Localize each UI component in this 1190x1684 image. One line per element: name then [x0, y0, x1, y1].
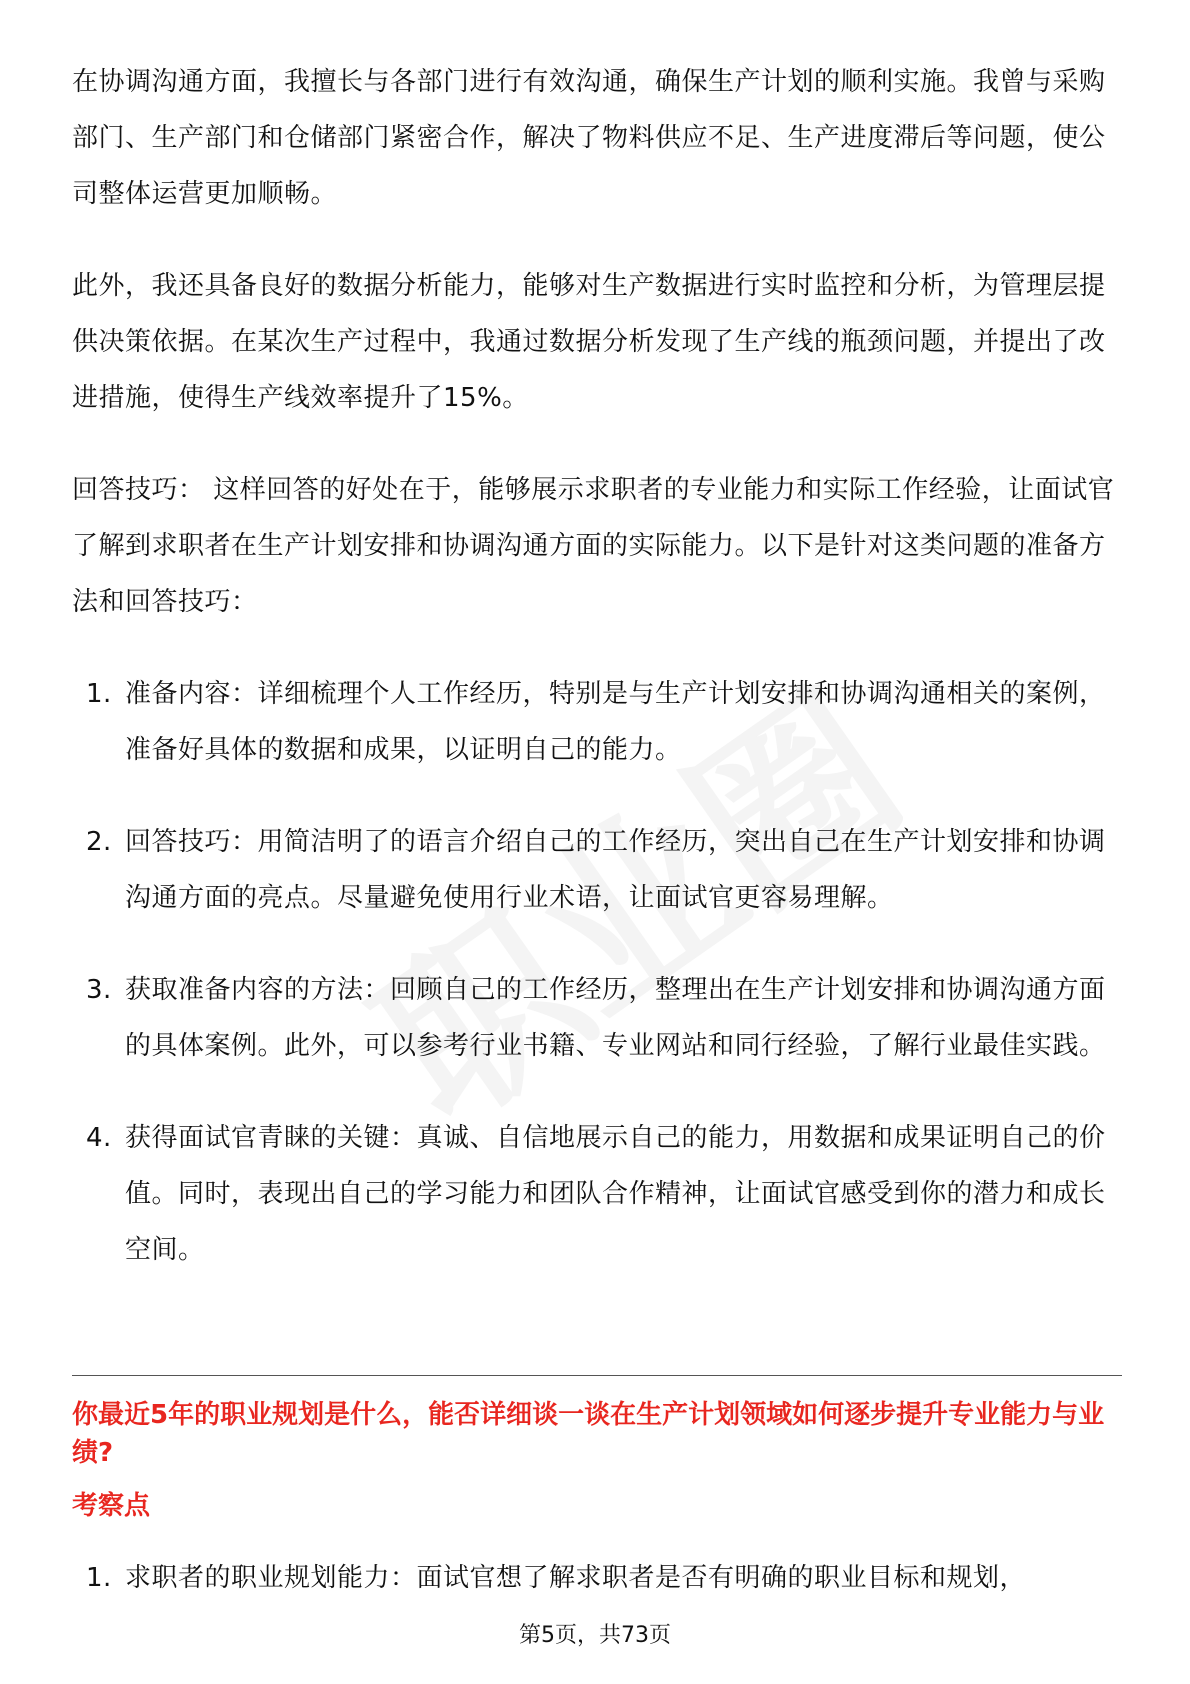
points-list	[72, 1550, 1122, 1606]
list-item	[72, 666, 1122, 778]
list-number: 2.	[86, 827, 112, 857]
list-item	[72, 814, 1122, 926]
list-item	[72, 1110, 1122, 1278]
list-item-text: 准备内容：详细梳理个人工作经历，特别是与生产计划安排和协调沟通相关的案例，准备好具体的数据和成果，以证明自己的能力。	[125, 679, 1106, 765]
list-number: 1.	[86, 679, 112, 709]
list-number: 4.	[86, 1123, 112, 1153]
list-item	[72, 962, 1122, 1074]
paragraph-coordination: 在协调沟通方面，我擅长与各部门进行有效沟通，确保生产计划的顺利实施。我曾与采购部门、生产部门和仓储部门紧密合作，解决了物料供应不足、生产进度滞后等问题，使公司整体运营更加顺畅。	[72, 67, 1106, 209]
list-item-text: 获得面试官青睐的关键：真诚、自信地展示自己的能力，用数据和成果证明自己的价值。同时，表现出自己的学习能力和团队合作精神，让面试官感受到你的潜力和成长空间。	[125, 1123, 1106, 1265]
paragraph-data-analysis: 此外，我还具备良好的数据分析能力，能够对生产数据进行实时监控和分析，为管理层提供决策依据。在某次生产过程中，我通过数据分析发现了生产线的瓶颈问题，并提出了改进措施，使得生产线效率提升了15%。	[72, 271, 1106, 413]
paragraph-answer-tips: 回答技巧： 这样回答的好处在于，能够展示求职者的专业能力和实际工作经验，让面试官了解到求职者在生产计划安排和协调沟通方面的实际能力。以下是针对这类问题的准备方法和回答技巧：	[72, 475, 1115, 617]
tips-list	[72, 666, 1122, 1278]
list-item	[72, 1550, 1122, 1606]
list-item-text: 获取准备内容的方法：回顾自己的工作经历，整理出在生产计划安排和协调沟通方面的具体案例。此外，可以参考行业书籍、专业网站和同行经验，了解行业最佳实践。	[125, 975, 1106, 1061]
list-item-text: 求职者的职业规划能力：面试官想了解求职者是否有明确的职业目标和规划，	[125, 1563, 1027, 1593]
list-item-text: 回答技巧：用简洁明了的语言介绍自己的工作经历，突出自己在生产计划安排和协调沟通方面的亮点。尽量避免使用行业术语，让面试官更容易理解。	[125, 827, 1106, 913]
list-number: 3.	[86, 975, 112, 1005]
page-footer: 第5页，共73页	[519, 1623, 671, 1648]
question-heading: 你最近5年的职业规划是什么，能否详细谈一谈在生产计划领域如何逐步提升专业能力与业绩?	[72, 1400, 1105, 1468]
document-body	[72, 54, 1122, 1314]
section-divider	[72, 1375, 1122, 1376]
section-heading: 考察点	[72, 1491, 151, 1521]
list-number: 1.	[86, 1563, 112, 1593]
